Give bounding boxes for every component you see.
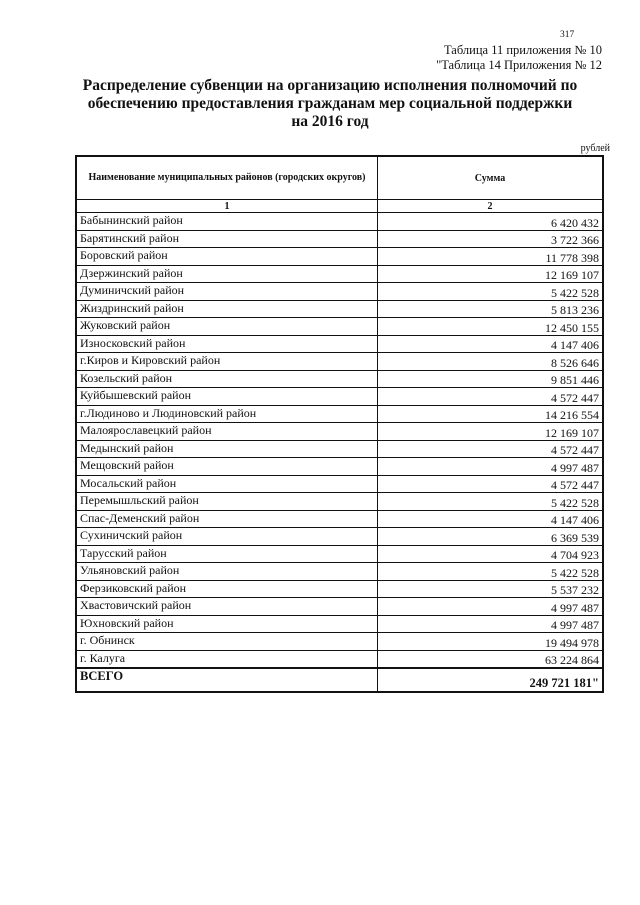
district-name: Козельский район — [76, 370, 378, 388]
district-name: Ферзиковский район — [76, 580, 378, 598]
district-name: Мещовский район — [76, 458, 378, 476]
district-amount: 5 422 528 — [378, 493, 604, 511]
district-name: Бабынинский район — [76, 213, 378, 231]
district-name: Перемышльский район — [76, 493, 378, 511]
district-amount: 6 420 432 — [378, 213, 604, 231]
district-name: Ульяновский район — [76, 563, 378, 581]
district-name: Жиздринский район — [76, 300, 378, 318]
district-amount: 4 572 447 — [378, 440, 604, 458]
total-row — [76, 668, 603, 692]
table-row — [76, 475, 603, 493]
column-number-2: 2 — [378, 200, 604, 213]
total-label: ВСЕГО — [76, 668, 378, 692]
district-name: г.Киров и Кировский район — [76, 353, 378, 371]
table-row — [76, 353, 603, 371]
district-amount: 12 450 155 — [378, 318, 604, 336]
table-row — [76, 248, 603, 266]
district-amount: 4 572 447 — [378, 388, 604, 406]
district-amount: 4 704 923 — [378, 545, 604, 563]
table-row — [76, 440, 603, 458]
district-amount: 4 997 487 — [378, 615, 604, 633]
table-row — [76, 598, 603, 616]
page-number: 317 — [560, 30, 575, 40]
district-amount: 4 147 406 — [378, 335, 604, 353]
table-row — [76, 633, 603, 651]
district-name: Хвастовичский район — [76, 598, 378, 616]
document-title — [60, 77, 600, 131]
district-name: Сухиничский район — [76, 528, 378, 546]
district-name: Тарусский район — [76, 545, 378, 563]
table-row — [76, 265, 603, 283]
header-name-column: Наименование муниципальных районов (городских округов) — [76, 156, 378, 200]
table-row — [76, 528, 603, 546]
district-amount: 11 778 398 — [378, 248, 604, 266]
district-amount: 9 851 446 — [378, 370, 604, 388]
title-line-3: на 2016 год — [291, 113, 369, 130]
table-row — [76, 370, 603, 388]
table-row — [76, 650, 603, 668]
district-amount: 4 997 487 — [378, 598, 604, 616]
table-row — [76, 283, 603, 301]
district-amount: 8 526 646 — [378, 353, 604, 371]
district-amount: 6 369 539 — [378, 528, 604, 546]
table-row — [76, 580, 603, 598]
district-name: Спас-Деменский район — [76, 510, 378, 528]
district-name: Дзержинский район — [76, 265, 378, 283]
district-amount: 12 169 107 — [378, 423, 604, 441]
table-row — [76, 213, 603, 231]
table-row — [76, 493, 603, 511]
table-reference-line-2: "Таблица 14 Приложения № 12 — [436, 58, 602, 72]
total-amount: 249 721 181" — [378, 668, 604, 692]
table-row — [76, 318, 603, 336]
column-number-1: 1 — [76, 200, 378, 213]
table-row — [76, 388, 603, 406]
district-name: Мосальский район — [76, 475, 378, 493]
district-name: Куйбышевский район — [76, 388, 378, 406]
table-row — [76, 615, 603, 633]
district-name: Барятинский район — [76, 230, 378, 248]
district-amount: 63 224 864 — [378, 650, 604, 668]
header-amount-column: Сумма — [378, 156, 604, 200]
subvention-table — [75, 155, 604, 693]
table-row — [76, 335, 603, 353]
district-amount: 4 997 487 — [378, 458, 604, 476]
district-name: Думиничский район — [76, 283, 378, 301]
table-row — [76, 563, 603, 581]
district-amount: 4 572 447 — [378, 475, 604, 493]
district-name: Малоярославецкий район — [76, 423, 378, 441]
district-amount: 12 169 107 — [378, 265, 604, 283]
district-amount: 4 147 406 — [378, 510, 604, 528]
district-amount: 5 422 528 — [378, 283, 604, 301]
district-amount: 14 216 554 — [378, 405, 604, 423]
table-reference-line-1: Таблица 11 приложения № 10 — [443, 43, 602, 57]
district-amount: 19 494 978 — [378, 633, 604, 651]
district-amount: 5 422 528 — [378, 563, 604, 581]
district-name: Жуковский район — [76, 318, 378, 336]
district-name: г. Калуга — [76, 650, 378, 668]
column-number-row — [76, 200, 603, 213]
units-label: рублей — [580, 143, 610, 154]
table-row — [76, 405, 603, 423]
table-row — [76, 458, 603, 476]
district-name: Медынский район — [76, 440, 378, 458]
district-amount: 3 722 366 — [378, 230, 604, 248]
district-amount: 5 813 236 — [378, 300, 604, 318]
district-amount: 5 537 232 — [378, 580, 604, 598]
district-name: Юхновский район — [76, 615, 378, 633]
district-name: Износковский район — [76, 335, 378, 353]
district-name: Боровский район — [76, 248, 378, 266]
table-row — [76, 230, 603, 248]
table-row — [76, 545, 603, 563]
table-header-row — [76, 156, 603, 200]
table-row — [76, 423, 603, 441]
title-line-2: обеспечению предоставления гражданам мер социальной поддержки — [87, 95, 573, 112]
district-name: г. Обнинск — [76, 633, 378, 651]
title-line-1: Распределение субвенции на организацию исполнения полномочий по — [82, 77, 578, 94]
table-row — [76, 510, 603, 528]
table-row — [76, 300, 603, 318]
district-name: г.Людиново и Людиновский район — [76, 405, 378, 423]
